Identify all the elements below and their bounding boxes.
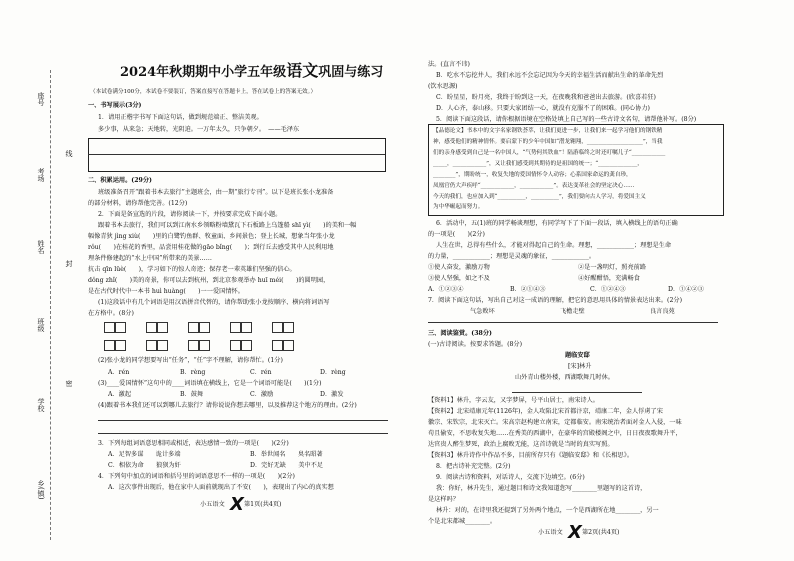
grid-cell[interactable] [188,322,199,333]
q3-option-c[interactable]: C．相依为命 狼狈为奸 [108,462,181,469]
footer-right-prefix: 小五语文 [538,529,563,536]
q7-word-1: 气急败坏 [470,308,495,315]
q5-box-line-3: 们的亲身感受到自己是一名中国人，“气势何其铁血”！陆游临终之时还叮嘱儿子“____________ [433,150,666,156]
q5-box-line-6: 凤凰官仍大声疾呼“____________，____________”。表达变革社会的坚定决心…… [433,183,635,189]
q2-passage-5: 抗击 qīn lüè( )，学习如下的惊人奇迹；保存老一辈英雄们坚强的信心。 [88,266,296,273]
q2-passage-7: 是在古代时代中一本书 huì huàng( )一一爱国情怀。 [88,288,244,295]
answer-grid-row1 [104,322,294,333]
grid-cell[interactable] [199,322,210,333]
q6-text-4: 的力量，____________；理想是灵魂的象征，____________。 [428,253,596,260]
grid-cell[interactable] [146,340,157,351]
binding-class-label: 班级 [37,318,45,332]
material-2: 【资料2】北宋靖康元年(1126年)，金人攻陷北宋首都汴京，靖康二年，金人俘虏了宋 [428,408,663,415]
q6-item-1: ①使人奋发，激励万物 [428,264,490,271]
poem-author: [宋]林升 [568,363,592,370]
grid-cell[interactable] [115,322,126,333]
q2c-text: (3)____爱国情怀”这句中的____词语填在横线上，它是一个词语可能是( )(1分) [98,380,322,387]
material-2c: 苟且偷安，不思收复失地……在秀美的西湖中，在豪华的宫殿楼阁之中，日日夜夜歌舞升平， [428,430,682,437]
binding-town-label: 乡(镇) [37,480,45,500]
q7-answer-line[interactable] [428,322,718,323]
q3-option-b[interactable]: B．举世闻名 臭名昭著 [250,451,323,458]
q2-passage-6: dǒng zhǐ( )美的奇景，你可以去到杭州，到北京参观举办 huī méi( )的圆明园， [88,277,330,284]
q2b-option-c[interactable]: C．rén [250,369,272,376]
q2-text: 2．下面是备宣选的片段，请你阅读一下，并按要求完成下面小题。 [98,211,282,218]
q6-option-d[interactable]: D．①④②③ [668,286,704,293]
r-line-5: D．人心齐，泰山移。只要大家团结一心，就没有克服不了的困难。(同心协力) [436,105,650,112]
r-line-2: B．吃水不忘挖井人，我们永远不会忘记因为今天的幸福生活而献出生命的革命先烈 [436,72,664,79]
handwriting-midline [88,154,385,155]
grid-cell[interactable] [199,340,210,351]
poem-line-1: 山外青山楼外楼，西湖歌舞几时休。 [515,374,614,381]
footer-right-page: 第2页(共4页) [582,529,620,536]
binding-dense-mark: 密 [65,380,73,387]
binding-seal-mark: 封 [65,260,73,267]
q2a-text-2: 在方格中。(8分) [88,310,134,317]
q5-text: 5．阅读下面这段话，请你根据语境在空格处填上自己写的一些古诗文名句，请帮他补写。(8分) [436,116,697,123]
binding-school-label: 学校 [37,398,45,412]
q6-option-c[interactable]: C．①②④③ [590,286,626,293]
binding-exam-room-label: 考场 [37,168,45,182]
q7-text: 7．阅读下面这句话，写出自己对这一成语的理解，把它的意思用具体的情景表达出来。(2分) [428,297,683,304]
q2-passage-1: 跟着书本去旅行，我们可以到江南水乡领略粉墙黛瓦下石板路上乌篷船 shī yì( )的美和一幅 [98,222,357,229]
grid-cell[interactable] [230,322,241,333]
q6-item-4: ④好醒酣悟，充满畅食 [578,275,640,282]
section3-heading: 三、阅读鉴赏。(38分) [428,330,492,337]
footer-right-logo: X [568,522,582,543]
q2-passage-2: 幅像青狄 jìng xiù( )里的白鹭钓鱼群、牧童面、乡间景色；登上长城，想象当年张小龙 [88,233,335,240]
q6-option-b[interactable]: B．②①④③ [510,286,546,293]
q2b-option-b[interactable]: B．rèng [180,369,206,376]
binding-dashed-line [50,70,51,540]
q4-text: 4．下列句中加点的词语和括号里的词语意思不一样的一项是( )(2分) [98,473,295,480]
binding-line-mark: 线 [65,150,73,157]
title-prefix: 2024年秋期期中小学五年级 [120,65,287,80]
r-line-1: 法。(直言不讳) [428,61,470,68]
q2-passage-4: 理条件修建起的“水上中国”所带来的美景…… [88,255,212,262]
grid-cell[interactable] [230,340,241,351]
q5-box-line-5: ________”，期盼统一，收复失地的爱国情怀令人动容；心系国家命运的龚自珍， [433,172,632,178]
exam-note: （本试卷满分100分，本试卷不要装订，答案直接写在答题卡上，答在试卷上的答案无效。） [90,89,317,95]
grid-cell[interactable] [188,340,199,351]
grid-cell[interactable] [241,340,252,351]
material-2d: 达官贵人醉生梦死，政治上腐败无能，这首诗就是当时的真实写照。 [428,441,614,448]
handwriting-box[interactable] [88,138,386,172]
section3-part1: (一)古诗阅读。按要求答题。(8分) [428,341,523,348]
q2c-option-a[interactable]: A．激起 [108,391,132,398]
q5-box-line-7: 今天的我们，也应加入到“__________，__________”，我们要向古人学习，将爱国主义 [433,194,646,200]
material-3: 【资料3】林升诗作中作品不多，目前所存只有《题临安邸》和《长相思》。 [428,452,634,459]
q7-word-2: 飞檐走壁 [560,308,585,315]
q2d-answer-line-2[interactable] [98,433,388,434]
q6-text-3: 人生在世，总得有些什么，才能对得起自己的生命。理想，____________；理想是生命 [436,242,672,249]
q2d-answer-line-1[interactable] [98,420,388,421]
q6-option-a[interactable]: A．①②③④ [428,286,464,293]
s2-intro-2: 的部分材料，请你帮他完善。(12分) [88,200,188,207]
grid-cell[interactable] [157,340,168,351]
q2c-option-d[interactable]: D．激发 [320,391,344,398]
q7-word-3: 良言良苑 [650,308,675,315]
grid-cell[interactable] [283,322,294,333]
grid-cell[interactable] [146,322,157,333]
poem-blank-line[interactable] [512,392,642,393]
q2d-text: (4)跟着书本我们还可以到哪儿去旅行？请你说说你想去哪里，以及推荐这个地方的理由。(2分) [98,402,357,409]
grid-cell[interactable] [104,340,115,351]
grid-cell[interactable] [283,340,294,351]
binding-seat-label: 座号 [37,92,45,106]
q3-text: 3．下列每组词语意思相同或相近，表达感情一致的一项是( )(2分) [98,440,289,447]
q9-dialog-3: 林升：对的，在诗里我还提到了另外两个地点，一个是西湖所在地________，另一 [436,507,659,514]
q6-item-3: ③使人坚强，如之不及 [428,275,490,282]
grid-cell[interactable] [272,322,283,333]
answer-grid-row2 [104,340,294,351]
q3-option-a[interactable]: A．足智多谋 诡计多端 [108,451,181,458]
r-line-3: (饮水思源) [428,83,458,90]
grid-cell[interactable] [115,340,126,351]
material-1: 【资料1】林升，字云友，又字梦屏，号平山居士，南宋诗人。 [428,397,599,404]
q9-dialog-1: 我：你好，林升先生，通过题目和诗文我知道您写________里题写的这首诗， [436,485,647,492]
section2-heading: 二、积累运用。(29分) [88,177,152,184]
footer-left-logo: X [230,494,244,515]
poem-title: 题临安邸 [565,352,590,359]
q3-option-d[interactable]: D．完好无缺 美中不足 [250,462,324,469]
q9-dialog-4: 个是北宋都城________。 [428,518,497,525]
q2b-text: (2)张小龙的同学想要写出“任务”，“任”字不理解，请你帮忙。(1分) [98,357,283,364]
q4-option-a[interactable]: A．这次事件出现后，他在家中人面前就现出了不安( )，表现出了内心的真实想 [108,484,334,491]
material-2b: 徽宗、宋钦宗，北宋灭亡。宋高宗赵构建立南宋，定都临安。南宋统治者面对金人入侵，一味 [428,419,682,426]
q2c-option-c[interactable]: C．激励 [250,391,274,398]
q1-quote: 多少事，从来急；天地转，光阴迫。一万年太久，只争朝夕。 ——毛泽东 [98,126,300,133]
q2b-option-d[interactable]: D．rèng [320,369,346,376]
grid-cell[interactable] [241,322,252,333]
q5-box-line-8: 为中华崛起而努力。 [433,204,484,210]
q1-text: 1．请用正楷字书写下面这句话，做到规范端正、整洁美观。 [98,114,263,121]
exam-title [120,63,383,79]
grid-cell[interactable] [104,322,115,333]
q9-dialog-2: 是这样吗？ [428,496,459,503]
r-line-4: C．盼星星，盼月亮，我终于盼到这一天，在夜晚我和爸爸出去旅游。(欣喜若狂) [436,94,656,101]
section1-heading: 一、书写展示(3分) [88,102,142,109]
q6-text: 6．活动中，五(1)班的同学畅谈理想，有同学写下了下面一段话，填入横线上的语句正确 [436,220,678,227]
footer-left-prefix: 小五语文 [200,501,225,508]
q2b-option-a[interactable]: A．rén [108,369,130,376]
footer-left-page: 第1页(共4页) [244,501,282,508]
q5-box-line-2: 神，感受他们的精神情怀。要启蒙下的少年中国如“潜龙翱翔，____________________”，当我 [433,139,663,145]
q2-passage-3: rǒu( )在桂花的香里，品尝用桂花做的gāo bǐng( )；到行丘去感受其中人民利用地 [88,244,334,251]
binding-name-label: 姓名 [37,240,45,254]
q5-box-line-1: 【品德论文】书本中的文字名家钢铁荟萃，让我们更进一步，让我们来一起学习他们的钢铁精 [433,128,663,134]
q9-text: 9．阅读古诗和资料，对话诗人，交流下边填空。(6分) [436,474,585,481]
s2-intro-1: 班级准备召开“跟着书本去旅行”主题班会，由一期“旅行专刊”。以下是班长张小龙准备 [98,189,334,196]
q2c-option-b[interactable]: B．鼓舞 [180,391,204,398]
q8-text: 8．把古诗补充完整。(2分) [436,463,511,470]
q6-item-2: ②是一盏明灯，照亮前路 [578,264,647,271]
grid-cell[interactable] [157,322,168,333]
q5-essay-box [428,124,724,216]
q5-box-line-4: _____，____________”，又让我们感受到其期待的是祖国的统一；“______________， [433,161,643,167]
grid-cell[interactable] [272,340,283,351]
q6-text-2: 的一项是( )(2分) [428,231,485,238]
title-suffix: 巩固与练习 [318,65,384,80]
q2a-text: (1)这段话中有几个词语是用汉语拼音代替的，请你帮助张小龙按顺序、横向将词语写 [98,299,330,306]
title-bold: 语文 [286,61,319,80]
